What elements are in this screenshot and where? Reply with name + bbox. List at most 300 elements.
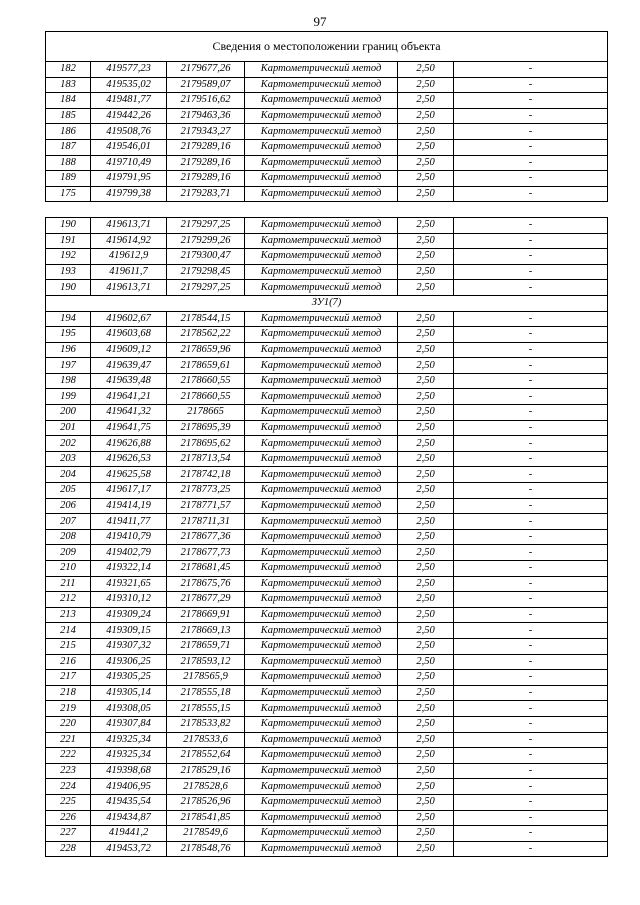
description-cell: - <box>454 483 608 499</box>
description-cell: - <box>454 233 608 249</box>
y-coordinate-cell: 2178742,18 <box>167 467 245 483</box>
point-number-cell: 175 <box>46 186 91 202</box>
x-coordinate-cell: 419414,19 <box>91 498 167 514</box>
table-row <box>46 561 608 577</box>
method-cell: Картометрический метод <box>245 217 398 233</box>
accuracy-cell: 2,50 <box>398 716 454 732</box>
accuracy-cell: 2,50 <box>398 373 454 389</box>
table-row <box>46 763 608 779</box>
method-cell: Картометрический метод <box>245 451 398 467</box>
point-number-cell: 208 <box>46 529 91 545</box>
point-number-cell: 226 <box>46 810 91 826</box>
y-coordinate-cell: 2178771,57 <box>167 498 245 514</box>
point-number-cell: 194 <box>46 311 91 327</box>
description-cell: - <box>454 108 608 124</box>
x-coordinate-cell: 419613,71 <box>91 280 167 296</box>
table-row <box>46 810 608 826</box>
y-coordinate-cell: 2179516,62 <box>167 93 245 109</box>
accuracy-cell: 2,50 <box>398 77 454 93</box>
table-row <box>46 311 608 327</box>
accuracy-cell: 2,50 <box>398 420 454 436</box>
point-number-cell: 188 <box>46 155 91 171</box>
description-cell: - <box>454 732 608 748</box>
description-cell: - <box>454 93 608 109</box>
description-cell: - <box>454 124 608 140</box>
y-coordinate-cell: 2178711,31 <box>167 514 245 530</box>
description-cell: - <box>454 623 608 639</box>
table-row <box>46 280 608 296</box>
table-row <box>46 93 608 109</box>
accuracy-cell: 2,50 <box>398 779 454 795</box>
table-row <box>46 701 608 717</box>
point-number-cell: 196 <box>46 342 91 358</box>
section-label: ЗУ1(7) <box>46 295 608 311</box>
point-number-cell: 213 <box>46 607 91 623</box>
method-cell: Картометрический метод <box>245 62 398 78</box>
blank-cell <box>46 202 608 218</box>
point-number-cell: 183 <box>46 77 91 93</box>
y-coordinate-cell: 2178548,76 <box>167 841 245 857</box>
accuracy-cell: 2,50 <box>398 561 454 577</box>
y-coordinate-cell: 2178659,61 <box>167 358 245 374</box>
description-cell: - <box>454 467 608 483</box>
method-cell: Картометрический метод <box>245 93 398 109</box>
y-coordinate-cell: 2178555,15 <box>167 701 245 717</box>
y-coordinate-cell: 2179297,25 <box>167 217 245 233</box>
x-coordinate-cell: 419306,25 <box>91 654 167 670</box>
description-cell: - <box>454 249 608 265</box>
point-number-cell: 186 <box>46 124 91 140</box>
description-cell: - <box>454 451 608 467</box>
method-cell: Картометрический метод <box>245 670 398 686</box>
method-cell: Картометрический метод <box>245 841 398 857</box>
accuracy-cell: 2,50 <box>398 483 454 499</box>
table-row <box>46 514 608 530</box>
description-cell: - <box>454 373 608 389</box>
point-number-cell: 203 <box>46 451 91 467</box>
x-coordinate-cell: 419639,48 <box>91 373 167 389</box>
point-number-cell: 222 <box>46 748 91 764</box>
description-cell: - <box>454 701 608 717</box>
description-cell: - <box>454 498 608 514</box>
accuracy-cell: 2,50 <box>398 748 454 764</box>
accuracy-cell: 2,50 <box>398 498 454 514</box>
x-coordinate-cell: 419434,87 <box>91 810 167 826</box>
x-coordinate-cell: 419398,68 <box>91 763 167 779</box>
point-number-cell: 212 <box>46 592 91 608</box>
y-coordinate-cell: 2179289,16 <box>167 139 245 155</box>
description-cell: - <box>454 638 608 654</box>
point-number-cell: 187 <box>46 139 91 155</box>
description-cell: - <box>454 420 608 436</box>
y-coordinate-cell: 2178533,82 <box>167 716 245 732</box>
description-cell: - <box>454 217 608 233</box>
y-coordinate-cell: 2178669,91 <box>167 607 245 623</box>
table-row <box>46 373 608 389</box>
x-coordinate-cell: 419442,26 <box>91 108 167 124</box>
table-row <box>46 155 608 171</box>
description-cell: - <box>454 607 608 623</box>
y-coordinate-cell: 2178526,96 <box>167 794 245 810</box>
point-number-cell: 228 <box>46 841 91 857</box>
y-coordinate-cell: 2179297,25 <box>167 280 245 296</box>
table-row <box>46 576 608 592</box>
method-cell: Картометрический метод <box>245 77 398 93</box>
y-coordinate-cell: 2179289,16 <box>167 171 245 187</box>
method-cell: Картометрический метод <box>245 405 398 421</box>
method-cell: Картометрический метод <box>245 498 398 514</box>
x-coordinate-cell: 419612,9 <box>91 249 167 265</box>
description-cell: - <box>454 810 608 826</box>
coordinates-table-container <box>45 31 607 857</box>
method-cell: Картометрический метод <box>245 171 398 187</box>
point-number-cell: 192 <box>46 249 91 265</box>
table-row <box>46 467 608 483</box>
point-number-cell: 215 <box>46 638 91 654</box>
point-number-cell: 218 <box>46 685 91 701</box>
accuracy-cell: 2,50 <box>398 124 454 140</box>
accuracy-cell: 2,50 <box>398 592 454 608</box>
accuracy-cell: 2,50 <box>398 810 454 826</box>
table-row <box>46 670 608 686</box>
point-number-cell: 224 <box>46 779 91 795</box>
description-cell: - <box>454 327 608 343</box>
x-coordinate-cell: 419625,58 <box>91 467 167 483</box>
point-number-cell: 199 <box>46 389 91 405</box>
y-coordinate-cell: 2178555,18 <box>167 685 245 701</box>
accuracy-cell: 2,50 <box>398 638 454 654</box>
point-number-cell: 214 <box>46 623 91 639</box>
blank-row <box>46 202 608 218</box>
method-cell: Картометрический метод <box>245 545 398 561</box>
y-coordinate-cell: 2178541,85 <box>167 810 245 826</box>
table-row <box>46 124 608 140</box>
description-cell: - <box>454 358 608 374</box>
y-coordinate-cell: 2178565,9 <box>167 670 245 686</box>
accuracy-cell: 2,50 <box>398 514 454 530</box>
description-cell: - <box>454 311 608 327</box>
point-number-cell: 225 <box>46 794 91 810</box>
table-row <box>46 77 608 93</box>
y-coordinate-cell: 2179283,71 <box>167 186 245 202</box>
method-cell: Картометрический метод <box>245 529 398 545</box>
y-coordinate-cell: 2178528,6 <box>167 779 245 795</box>
point-number-cell: 220 <box>46 716 91 732</box>
y-coordinate-cell: 2178677,73 <box>167 545 245 561</box>
accuracy-cell: 2,50 <box>398 311 454 327</box>
x-coordinate-cell: 419411,77 <box>91 514 167 530</box>
description-cell: - <box>454 779 608 795</box>
y-coordinate-cell: 2178549,6 <box>167 826 245 842</box>
description-cell: - <box>454 342 608 358</box>
x-coordinate-cell: 419321,65 <box>91 576 167 592</box>
x-coordinate-cell: 419481,77 <box>91 93 167 109</box>
description-cell: - <box>454 529 608 545</box>
point-number-cell: 191 <box>46 233 91 249</box>
point-number-cell: 190 <box>46 217 91 233</box>
x-coordinate-cell: 419308,05 <box>91 701 167 717</box>
method-cell: Картометрический метод <box>245 389 398 405</box>
table-row <box>46 638 608 654</box>
y-coordinate-cell: 2178669,13 <box>167 623 245 639</box>
y-coordinate-cell: 2178773,25 <box>167 483 245 499</box>
point-number-cell: 184 <box>46 93 91 109</box>
y-coordinate-cell: 2178677,36 <box>167 529 245 545</box>
method-cell: Картометрический метод <box>245 716 398 732</box>
point-number-cell: 200 <box>46 405 91 421</box>
accuracy-cell: 2,50 <box>398 358 454 374</box>
accuracy-cell: 2,50 <box>398 607 454 623</box>
method-cell: Картометрический метод <box>245 155 398 171</box>
method-cell: Картометрический метод <box>245 186 398 202</box>
y-coordinate-cell: 2178660,55 <box>167 389 245 405</box>
accuracy-cell: 2,50 <box>398 249 454 265</box>
table-row <box>46 171 608 187</box>
description-cell: - <box>454 654 608 670</box>
table-row <box>46 483 608 499</box>
accuracy-cell: 2,50 <box>398 623 454 639</box>
method-cell: Картометрический метод <box>245 514 398 530</box>
description-cell: - <box>454 826 608 842</box>
x-coordinate-cell: 419546,01 <box>91 139 167 155</box>
description-cell: - <box>454 514 608 530</box>
method-cell: Картометрический метод <box>245 763 398 779</box>
description-cell: - <box>454 685 608 701</box>
table-row <box>46 545 608 561</box>
table-row <box>46 748 608 764</box>
method-cell: Картометрический метод <box>245 139 398 155</box>
x-coordinate-cell: 419626,88 <box>91 436 167 452</box>
x-coordinate-cell: 419402,79 <box>91 545 167 561</box>
accuracy-cell: 2,50 <box>398 545 454 561</box>
table-row <box>46 405 608 421</box>
accuracy-cell: 2,50 <box>398 93 454 109</box>
point-number-cell: 190 <box>46 280 91 296</box>
x-coordinate-cell: 419322,14 <box>91 561 167 577</box>
x-coordinate-cell: 419325,34 <box>91 748 167 764</box>
table-row <box>46 779 608 795</box>
table-row <box>46 841 608 857</box>
description-cell: - <box>454 841 608 857</box>
accuracy-cell: 2,50 <box>398 186 454 202</box>
description-cell: - <box>454 576 608 592</box>
accuracy-cell: 2,50 <box>398 670 454 686</box>
accuracy-cell: 2,50 <box>398 701 454 717</box>
point-number-cell: 185 <box>46 108 91 124</box>
point-number-cell: 198 <box>46 373 91 389</box>
x-coordinate-cell: 419309,24 <box>91 607 167 623</box>
method-cell: Картометрический метод <box>245 233 398 249</box>
method-cell: Картометрический метод <box>245 373 398 389</box>
point-number-cell: 207 <box>46 514 91 530</box>
x-coordinate-cell: 419602,67 <box>91 311 167 327</box>
method-cell: Картометрический метод <box>245 623 398 639</box>
accuracy-cell: 2,50 <box>398 217 454 233</box>
method-cell: Картометрический метод <box>245 701 398 717</box>
method-cell: Картометрический метод <box>245 483 398 499</box>
y-coordinate-cell: 2179298,45 <box>167 264 245 280</box>
x-coordinate-cell: 419617,17 <box>91 483 167 499</box>
point-number-cell: 204 <box>46 467 91 483</box>
table-row <box>46 389 608 405</box>
x-coordinate-cell: 419577,23 <box>91 62 167 78</box>
accuracy-cell: 2,50 <box>398 841 454 857</box>
point-number-cell: 211 <box>46 576 91 592</box>
accuracy-cell: 2,50 <box>398 264 454 280</box>
point-number-cell: 221 <box>46 732 91 748</box>
table-row <box>46 186 608 202</box>
y-coordinate-cell: 2178593,12 <box>167 654 245 670</box>
table-row <box>46 420 608 436</box>
accuracy-cell: 2,50 <box>398 529 454 545</box>
method-cell: Картометрический метод <box>245 607 398 623</box>
table-row <box>46 436 608 452</box>
method-cell: Картометрический метод <box>245 561 398 577</box>
x-coordinate-cell: 419508,76 <box>91 124 167 140</box>
point-number-cell: 202 <box>46 436 91 452</box>
x-coordinate-cell: 419710,49 <box>91 155 167 171</box>
method-cell: Картометрический метод <box>245 732 398 748</box>
x-coordinate-cell: 419603,68 <box>91 327 167 343</box>
method-cell: Картометрический метод <box>245 358 398 374</box>
accuracy-cell: 2,50 <box>398 405 454 421</box>
x-coordinate-cell: 419535,02 <box>91 77 167 93</box>
y-coordinate-cell: 2178665 <box>167 405 245 421</box>
x-coordinate-cell: 419305,14 <box>91 685 167 701</box>
description-cell: - <box>454 171 608 187</box>
x-coordinate-cell: 419614,92 <box>91 233 167 249</box>
table-row <box>46 732 608 748</box>
accuracy-cell: 2,50 <box>398 155 454 171</box>
description-cell: - <box>454 389 608 405</box>
x-coordinate-cell: 419435,54 <box>91 794 167 810</box>
method-cell: Картометрический метод <box>245 592 398 608</box>
y-coordinate-cell: 2178659,71 <box>167 638 245 654</box>
method-cell: Картометрический метод <box>245 124 398 140</box>
description-cell: - <box>454 405 608 421</box>
x-coordinate-cell: 419609,12 <box>91 342 167 358</box>
method-cell: Картометрический метод <box>245 810 398 826</box>
page-number: 97 <box>313 14 327 29</box>
point-number-cell: 195 <box>46 327 91 343</box>
table-title: Сведения о местоположении границ объекта <box>46 32 608 62</box>
method-cell: Картометрический метод <box>245 249 398 265</box>
table-row <box>46 451 608 467</box>
point-number-cell: 182 <box>46 62 91 78</box>
x-coordinate-cell: 419325,34 <box>91 732 167 748</box>
y-coordinate-cell: 2178562,22 <box>167 327 245 343</box>
y-coordinate-cell: 2179289,16 <box>167 155 245 171</box>
table-row <box>46 358 608 374</box>
table-row <box>46 249 608 265</box>
method-cell: Картометрический метод <box>245 654 398 670</box>
accuracy-cell: 2,50 <box>398 139 454 155</box>
coordinates-table <box>45 31 608 857</box>
method-cell: Картометрический метод <box>245 264 398 280</box>
description-cell: - <box>454 794 608 810</box>
x-coordinate-cell: 419641,32 <box>91 405 167 421</box>
x-coordinate-cell: 419639,47 <box>91 358 167 374</box>
method-cell: Картометрический метод <box>245 638 398 654</box>
table-row <box>46 529 608 545</box>
point-number-cell: 201 <box>46 420 91 436</box>
x-coordinate-cell: 419626,53 <box>91 451 167 467</box>
description-cell: - <box>454 592 608 608</box>
x-coordinate-cell: 419441,2 <box>91 826 167 842</box>
x-coordinate-cell: 419791,95 <box>91 171 167 187</box>
point-number-cell: 210 <box>46 561 91 577</box>
y-coordinate-cell: 2179677,26 <box>167 62 245 78</box>
point-number-cell: 209 <box>46 545 91 561</box>
accuracy-cell: 2,50 <box>398 451 454 467</box>
accuracy-cell: 2,50 <box>398 794 454 810</box>
table-row <box>46 826 608 842</box>
accuracy-cell: 2,50 <box>398 62 454 78</box>
table-row <box>46 327 608 343</box>
y-coordinate-cell: 2178681,45 <box>167 561 245 577</box>
y-coordinate-cell: 2179300,47 <box>167 249 245 265</box>
accuracy-cell: 2,50 <box>398 763 454 779</box>
description-cell: - <box>454 264 608 280</box>
method-cell: Картометрический метод <box>245 420 398 436</box>
x-coordinate-cell: 419410,79 <box>91 529 167 545</box>
accuracy-cell: 2,50 <box>398 685 454 701</box>
table-row <box>46 685 608 701</box>
method-cell: Картометрический метод <box>245 327 398 343</box>
table-row <box>46 62 608 78</box>
accuracy-cell: 2,50 <box>398 389 454 405</box>
x-coordinate-cell: 419310,12 <box>91 592 167 608</box>
description-cell: - <box>454 280 608 296</box>
point-number-cell: 223 <box>46 763 91 779</box>
x-coordinate-cell: 419641,21 <box>91 389 167 405</box>
description-cell: - <box>454 186 608 202</box>
table-row <box>46 654 608 670</box>
y-coordinate-cell: 2178695,62 <box>167 436 245 452</box>
description-cell: - <box>454 545 608 561</box>
x-coordinate-cell: 419453,72 <box>91 841 167 857</box>
point-number-cell: 197 <box>46 358 91 374</box>
accuracy-cell: 2,50 <box>398 280 454 296</box>
point-number-cell: 193 <box>46 264 91 280</box>
accuracy-cell: 2,50 <box>398 467 454 483</box>
accuracy-cell: 2,50 <box>398 171 454 187</box>
x-coordinate-cell: 419799,38 <box>91 186 167 202</box>
x-coordinate-cell: 419406,95 <box>91 779 167 795</box>
table-row <box>46 592 608 608</box>
description-cell: - <box>454 155 608 171</box>
y-coordinate-cell: 2178675,76 <box>167 576 245 592</box>
point-number-cell: 217 <box>46 670 91 686</box>
point-number-cell: 219 <box>46 701 91 717</box>
description-cell: - <box>454 716 608 732</box>
y-coordinate-cell: 2179299,26 <box>167 233 245 249</box>
description-cell: - <box>454 561 608 577</box>
description-cell: - <box>454 763 608 779</box>
accuracy-cell: 2,50 <box>398 436 454 452</box>
accuracy-cell: 2,50 <box>398 826 454 842</box>
x-coordinate-cell: 419641,75 <box>91 420 167 436</box>
accuracy-cell: 2,50 <box>398 342 454 358</box>
point-number-cell: 206 <box>46 498 91 514</box>
point-number-cell: 189 <box>46 171 91 187</box>
table-row <box>46 108 608 124</box>
table-row <box>46 716 608 732</box>
accuracy-cell: 2,50 <box>398 233 454 249</box>
method-cell: Картометрический метод <box>245 826 398 842</box>
point-number-cell: 227 <box>46 826 91 842</box>
method-cell: Картометрический метод <box>245 794 398 810</box>
